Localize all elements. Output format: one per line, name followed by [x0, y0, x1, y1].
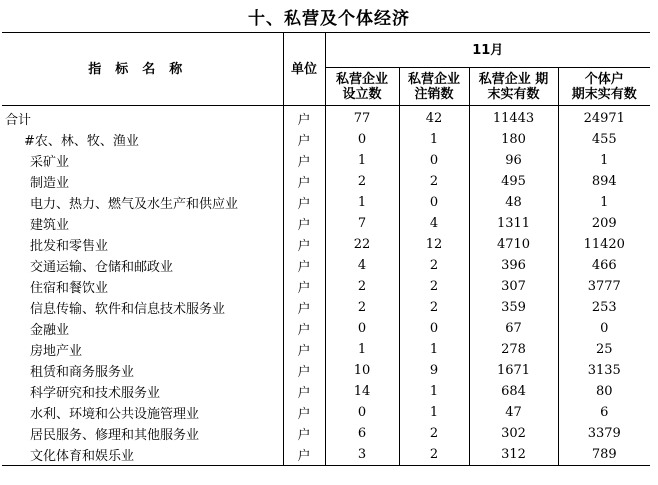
row-name: 制造业 — [30, 176, 70, 191]
row-value: 22 — [325, 234, 399, 255]
row-name: 信息传输、软件和信息技术服务业 — [30, 302, 226, 317]
row-unit: 户 — [283, 213, 325, 234]
row-name: 金融业 — [30, 323, 70, 338]
row-name: 采矿业 — [30, 155, 70, 170]
row-value: 47 — [469, 402, 558, 423]
row-value: 2 — [399, 171, 469, 192]
table-row — [2, 150, 650, 171]
row-value: 96 — [469, 150, 558, 171]
row-value: 2 — [325, 171, 399, 192]
table-row — [2, 444, 650, 466]
table-row — [2, 192, 650, 213]
row-value: 253 — [558, 297, 650, 318]
row-value: 684 — [469, 381, 558, 402]
table-row — [2, 106, 650, 130]
row-value: 4 — [399, 213, 469, 234]
row-value: 67 — [469, 318, 558, 339]
row-name: 租赁和商务服务业 — [30, 365, 135, 380]
row-value: 2 — [399, 297, 469, 318]
row-value: 11443 — [469, 106, 558, 130]
unit-header: 单位 — [283, 33, 325, 106]
row-value: 10 — [325, 360, 399, 381]
row-name: 科学研究和技术服务业 — [30, 386, 161, 401]
row-unit: 户 — [283, 234, 325, 255]
row-name: 居民服务、修理和其他服务业 — [30, 428, 200, 443]
row-value: 3 — [325, 444, 399, 466]
row-value: 894 — [558, 171, 650, 192]
table-row — [2, 339, 650, 360]
col-private-total-header: 私营企业 期 末实有数 — [469, 68, 558, 106]
row-value: 312 — [469, 444, 558, 466]
row-value: 9 — [399, 360, 469, 381]
row-value: 0 — [325, 129, 399, 150]
col-cancelled-private-header: 私营企业 注销数 — [399, 68, 469, 106]
row-value: 42 — [399, 106, 469, 130]
row-value: 2 — [325, 276, 399, 297]
row-unit: 户 — [283, 171, 325, 192]
row-value: 25 — [558, 339, 650, 360]
row-value: 1 — [558, 150, 650, 171]
row-value: 0 — [558, 318, 650, 339]
row-value: 14 — [325, 381, 399, 402]
col-individual-total-header: 个体户 期末实有数 — [558, 68, 650, 106]
table-row — [2, 129, 650, 150]
row-value: 2 — [399, 423, 469, 444]
row-value: 0 — [325, 318, 399, 339]
table-row — [2, 297, 650, 318]
statistics-table — [2, 33, 650, 466]
row-value: 1 — [325, 339, 399, 360]
row-value: 48 — [469, 192, 558, 213]
row-value: 1 — [325, 150, 399, 171]
row-value: 7 — [325, 213, 399, 234]
row-value: 455 — [558, 129, 650, 150]
row-unit: 户 — [283, 150, 325, 171]
row-unit: 户 — [283, 318, 325, 339]
row-value: 3379 — [558, 423, 650, 444]
row-unit: 户 — [283, 360, 325, 381]
row-value: 0 — [325, 402, 399, 423]
row-name: 建筑业 — [30, 218, 70, 233]
row-name: 水利、环境和公共设施管理业 — [30, 407, 200, 422]
row-unit: 户 — [283, 192, 325, 213]
table-row — [2, 234, 650, 255]
row-name: 文化体育和娱乐业 — [2, 444, 283, 466]
row-unit: 户 — [283, 129, 325, 150]
table-row — [2, 402, 650, 423]
row-value: 4 — [325, 255, 399, 276]
row-value: 24971 — [558, 106, 650, 130]
row-value: 0 — [399, 318, 469, 339]
col-new-private-header: 私营企业 设立数 — [325, 68, 399, 106]
month-header: 11月 — [325, 33, 650, 68]
row-value: 3135 — [558, 360, 650, 381]
row-value: 1 — [399, 402, 469, 423]
row-value: 396 — [469, 255, 558, 276]
row-value: 209 — [558, 213, 650, 234]
row-value: 3777 — [558, 276, 650, 297]
indicator-name-header: 指标名称 — [2, 33, 283, 106]
row-name: 住宿和餐饮业 — [30, 281, 109, 296]
row-value: 789 — [558, 444, 650, 466]
row-value: 12 — [399, 234, 469, 255]
row-unit: 户 — [283, 444, 325, 466]
row-value: 307 — [469, 276, 558, 297]
table-row — [2, 255, 650, 276]
row-name: 电力、热力、燃气及水生产和供应业 — [30, 197, 239, 212]
row-unit: 户 — [283, 423, 325, 444]
row-name: 房地产业 — [30, 344, 83, 359]
row-value: 1311 — [469, 213, 558, 234]
row-value: 2 — [399, 255, 469, 276]
page-title: 十、私营及个体经济 — [248, 9, 410, 29]
row-value: 6 — [325, 423, 399, 444]
row-name: 合计 — [5, 113, 32, 128]
row-value: 180 — [469, 129, 558, 150]
row-value: 11420 — [558, 234, 650, 255]
row-value: 2 — [325, 297, 399, 318]
row-unit: 户 — [283, 106, 325, 130]
row-value: 302 — [469, 423, 558, 444]
table-row — [2, 318, 650, 339]
table-row — [2, 213, 650, 234]
row-value: 1 — [558, 192, 650, 213]
row-value: 2 — [399, 276, 469, 297]
row-value: 1 — [399, 339, 469, 360]
row-value: 2 — [399, 444, 469, 466]
row-unit: 户 — [283, 276, 325, 297]
table-row — [2, 360, 650, 381]
row-value: 495 — [469, 171, 558, 192]
row-value: 359 — [469, 297, 558, 318]
row-unit: 户 — [283, 381, 325, 402]
row-value: 4710 — [469, 234, 558, 255]
row-unit: 户 — [283, 297, 325, 318]
row-value: 0 — [399, 150, 469, 171]
row-value: 1671 — [469, 360, 558, 381]
row-value: 1 — [399, 129, 469, 150]
row-value: 466 — [558, 255, 650, 276]
row-value: 278 — [469, 339, 558, 360]
table-row — [2, 423, 650, 444]
row-value: 0 — [399, 192, 469, 213]
row-name: 批发和零售业 — [30, 239, 109, 254]
row-value: 6 — [558, 402, 650, 423]
table-row — [2, 171, 650, 192]
table-row — [2, 276, 650, 297]
row-value: 1 — [399, 381, 469, 402]
row-unit: 户 — [283, 402, 325, 423]
row-unit: 户 — [283, 339, 325, 360]
table-row — [2, 381, 650, 402]
row-value: 80 — [558, 381, 650, 402]
row-name: 交通运输、仓储和邮政业 — [30, 260, 174, 275]
row-value: 77 — [325, 106, 399, 130]
row-unit: 户 — [283, 255, 325, 276]
row-value: 1 — [325, 192, 399, 213]
row-name: #农、林、牧、渔业 — [24, 134, 139, 149]
